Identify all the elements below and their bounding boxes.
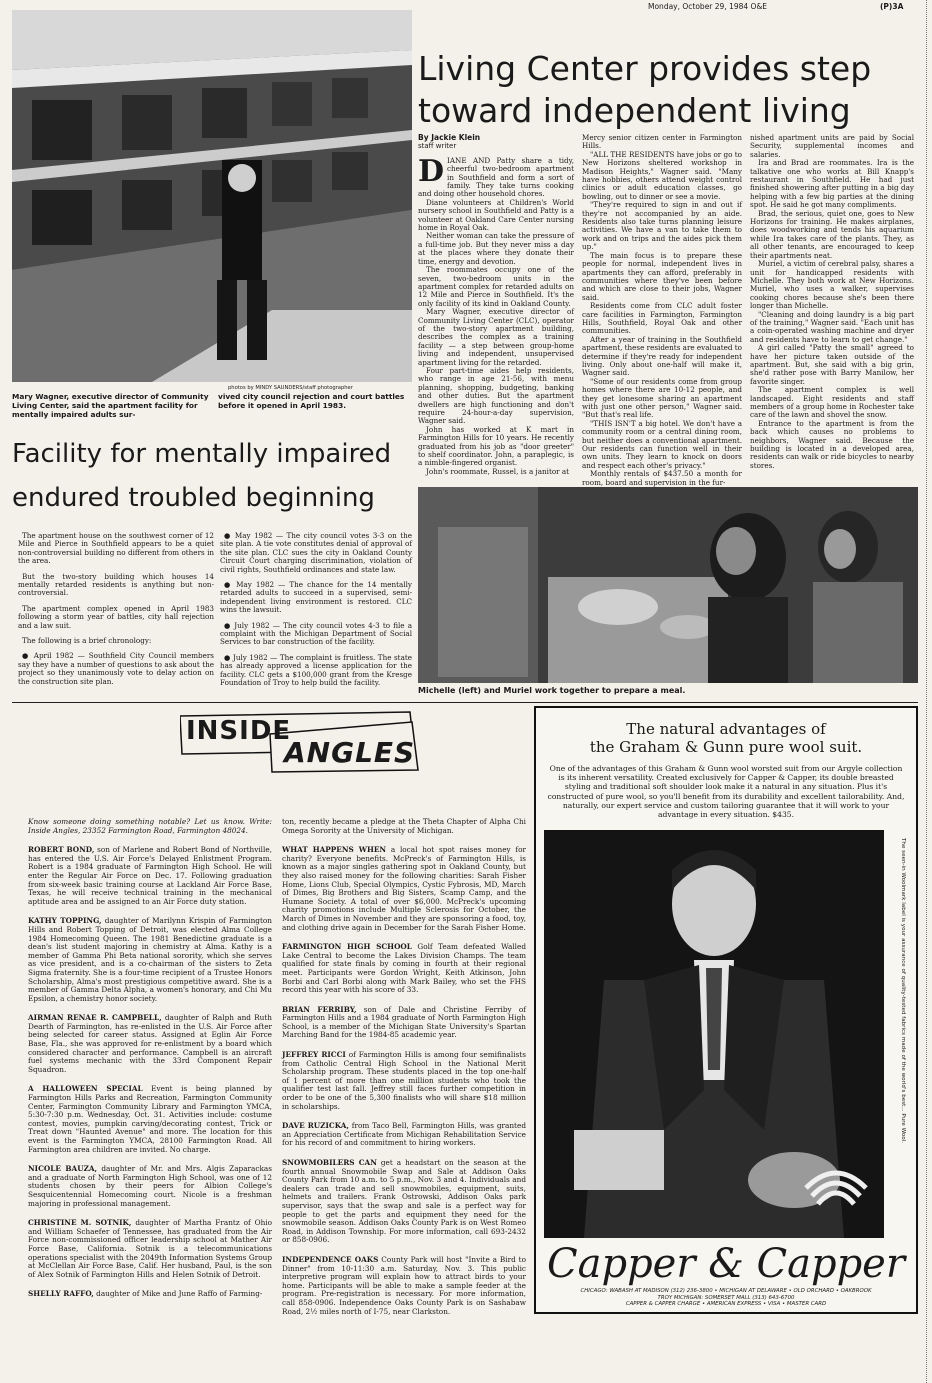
news-item-lead: JEFFREY RICCI — [282, 1050, 346, 1060]
news-item — [282, 943, 526, 995]
paragraph: "They're required to sign in and out if they're not accompanied by an aide. Residents also take turns planning leisure activities. We have a van to take them to work and on trips and the aides pick them up." — [582, 200, 742, 252]
second-headline — [12, 432, 412, 520]
paragraph: "Some of our residents come from group homes where there are 10-12 people, and they get lonesome sharing an apartment with just one other person," Wagner said. "But that's real life. — [582, 376, 742, 420]
woolmark-icon — [796, 1158, 876, 1218]
ad-headline — [536, 720, 916, 756]
byline-role: staff writer — [418, 142, 457, 151]
news-item-text: of Farmington Hills is among four semifinalists from Catholic Central High School in the National Merit Scholarship program. These students placed in the top one-half of 1 percent of more than one million students who took the qualifier test last fall. Jeffrey still faces further competition in order to be one of the 5,300 finalists who will share $18 million in scholarships. — [282, 1050, 526, 1111]
news-item-lead: DAVE RUZICKA, — [282, 1121, 349, 1131]
paragraph: The apartment house on the southwest corner of 12 Mile and Pierce in Southfield appears to be a quiet non-controversial building no different from others in the area. — [18, 531, 214, 566]
building-photo — [12, 10, 412, 382]
second-headline-line-1: Facility for mentally impaired — [12, 439, 392, 469]
lead-headline — [418, 48, 918, 132]
meal-photo-caption: Michelle (left) and Muriel work together to prepare a meal. — [418, 686, 686, 695]
paragraph: The apartment complex opened in April 1983 following a storm year of battles, city hall rejection and a law suit. — [18, 603, 214, 630]
news-item-text: ton, recently became a pledge at the Theta Chapter of Alpha Chi Omega Sorority at the University of Michigan. — [282, 817, 526, 835]
news-item-text: a local hot spot raises money for charity? Everyone benefits. McPreck's of Farmington Hills, is known as a major singles gathering spot in Oakland County, but they also raised money for the following charities: Sarah Fisher Home, Lions Club, Special Olympics, Cystic Fybrosis, MD, March of Dimes, Big Brothers and Big Sisters, Scamp Camp, and the Humane Society. A total of over $6,000. McPreck's upcoming charity promotions include Multiple Sclerosis for October, the March of Dimes in November and they are sponsoring a food, toy, and clothing drive again in December for the Sarah Fisher Home. — [282, 845, 526, 932]
news-item-lead: FARMINGTON HIGH SCHOOL — [282, 942, 412, 952]
paragraph: John has worked at K mart in Farmington Hills for 10 years. He recently graduated from his job as "door greeter" to shelf coordinator. John, a paraplegic, is a nimble-fingered organist. — [418, 424, 574, 468]
news-item — [28, 1165, 272, 1208]
paragraph: ● May 1982 — The chance for the 14 mentally retarded adults to succeed in a supervised, semi-independent living environment is restored. CLC wins the lawsuit. — [220, 580, 412, 615]
paragraph: Mercy senior citizen center in Farmington Hills. — [582, 133, 742, 151]
paragraph: Entrance to the apartment is from the back which causes no problems to neighbors, Wagner said. Because the building is located in a developed area, residents can walk or ride bicycles to nearby stores. — [750, 418, 914, 470]
news-item-lead: NICOLE BAUZA, — [28, 1164, 98, 1174]
news-item-lead: INDEPENDENCE OAKS — [282, 1254, 379, 1264]
news-item-lead: SHELLY RAFFO, — [28, 1289, 94, 1299]
paragraph: Ira and Brad are roommates. Ira is the talkative one who works at Bill Knapp's restaurant in Southfield. He had just finished showering after putting in a big day helping with a few big parties at the dining spot. He said he got many compliments. — [750, 158, 914, 210]
byline: By Jackie Klein — [418, 133, 481, 142]
news-item — [28, 1014, 272, 1074]
meal-illustration — [418, 487, 918, 683]
news-item-text: Golf Team defeated Walled Lake Central to become the Lakes Division Champs. The team qualified for state finals by coming in fourth at their regional meet. Participants were Gordon Wright, Keith Atkinson, John Borbi and Carl Borbi along with Mark Bailey, who set the FHS record this year with his score of 33. — [282, 942, 527, 995]
paragraph: The apartment complex is well landscaped. Eight residents and staff members of a group home in Rochester take care of the lawn and shovel the snow. — [750, 385, 914, 420]
news-item-lead: A HALLOWEEN SPECIAL — [28, 1084, 143, 1094]
news-item-text: Event is being planned by Farmington Hills Parks and Recreation, Farmington Community Center, Farmington Community Library and Farmington YMCA, 5:30-7:30 p.m. Wednesday, Oct. 31. Activities include: costume contest, movies, pumpkin carving/decorating contest, Trick or Treat down "Haunted Avenue" and more. The location for this event is the Farmington YMCA, 28100 Farmington Road. All Farmington area children are invited. No charge. — [28, 1084, 272, 1154]
paragraph: Muriel, a victim of cerebral palsy, shares a unit for handicapped residents with Michelle. They both work at New Horizons. Muriel, who uses a walker, supervises cooking chores because she's been there longer than Michelle. — [750, 259, 914, 311]
inside-angles-column-1 — [28, 818, 272, 1299]
paragraph: nished apartment units are paid by Social Security, supplemental incomes and salaries. — [750, 133, 914, 159]
ad-side-text: The seen-in Woolmark label is your assurance of quality-tested fabrics made of the world's best... Pure Wool. — [900, 838, 906, 1144]
lead-headline-line-1: Living Center provides step — [418, 49, 872, 88]
news-item-lead: KATHY TOPPING, — [28, 916, 102, 926]
news-item — [282, 1122, 526, 1148]
paragraph: "ALL THE RESIDENTS have jobs or go to New Horizons sheltered workshop in Madison Heights," Wagner said. "Many have hobbies, others attend weight control clinics or adult education classes, go bowling, out to dinner or see a movie. — [582, 149, 742, 201]
section-divider — [12, 702, 918, 703]
news-item-text: County Park will host "Invite a Bird to Dinner" from 10-11:30 a.m. Saturday, Nov. 3. This public interpretive program will explain how to attract birds to your home. Participants will be able to make a sample feeder at the program. Pre-registration is necessary. For more information, call 858-0906. Independence Oaks County Park is on Sashabaw Road, 2½ miles north of I-75, near Clarkston. — [282, 1254, 526, 1316]
ad-photo — [544, 830, 884, 1238]
paragraph: IANE AND Patty share a tidy, cheerful two-bedroom apartment in Southfield and form a sort of family. They take turns cooking and doing other household chores. — [418, 155, 574, 199]
paragraph: ● April 1982 — Southfield City Council members say they have a number of questions to ask about the project so they unanimously vote to delay action on the construction site plan. — [18, 651, 214, 686]
ad-headline-line-2: the Graham & Gunn pure wool suit. — [589, 738, 863, 756]
second-column-2 — [220, 532, 412, 688]
news-item-text: son of Dale and Christine Ferriby of Farmington Hills and a 1984 graduate of North Farmington High School, is a member of the Michigan State University's Spartan Marching Band for the 1984-85 academic year. — [282, 1004, 526, 1040]
photo-caption-left: Mary Wagner, executive director of Community Living Center, said the apartment facility for mentally impaired adults sur- — [12, 392, 209, 419]
ad-locations — [536, 1288, 916, 1308]
inside-angles-logo — [180, 710, 420, 774]
paragraph: The roommates occupy one of the seven, two-bedroom units in the apartment complex for retarded adults on 12 Mile and Pierce in Southfield. It's the only facility of its kind in Oakland County. — [418, 265, 574, 308]
paragraph: Mary Wagner, executive director of Community Living Center (CLC), operator of the two-story apartment building, describes the complex as a training facility — a step between group-home living and independent, unsupervised apartment living for the retarded. — [418, 307, 574, 367]
news-item-text: daughter of Mr. and Mrs. Algis Zaparackas and a graduate of North Farmington High School, was one of 12 students chosen by their peers for Albion College's Sesquicentennial Homecoming court. Nicole is a freshman majoring in professional management. — [28, 1164, 273, 1208]
news-item-lead: WHAT HAPPENS WHEN — [282, 845, 387, 855]
ad-logo: Capper & Capper — [547, 1241, 905, 1287]
logo-inside: INSIDE — [186, 716, 292, 746]
paragraph: John's roommate, Russel, is a janitor at — [426, 466, 570, 476]
news-item — [28, 818, 272, 835]
paragraph: Diane volunteers at Children's World nursery school in Southfield and Patty is a volunteer at Oakland Care Center nursing home in Royal Oak. — [418, 197, 574, 233]
news-item — [28, 1290, 272, 1299]
news-item — [282, 1051, 526, 1111]
meal-photo — [418, 487, 918, 683]
news-item-text: son of Marlene and Robert Bond of Northville, has entered the U.S. Air Force's Delayed Enlistment Program. Robert is a 1984 graduate of Farmington High School. He will enter the Regular Air Force on Dec. 17. Following graduation from six-week basic training course at Lackland Air Force Base, Texas, he will receive technical training in the mechanical aptitude area and be assigned to an Air Force duty station. — [28, 845, 272, 906]
news-item — [28, 1085, 272, 1154]
news-item — [28, 917, 272, 1003]
capper-ad — [534, 706, 918, 1314]
paragraph: Neither woman can take the pressure of a full-time job. But they never miss a day at the places where they donate their time, energy and devotion. — [418, 231, 574, 266]
ad-locations-line-1: CHICAGO: WABASH AT MADISON (312) 236-3800 • MICHIGAN AT DELAWARE • OLD ORCHARD • OAKBROOK — [580, 1288, 872, 1294]
paragraph: ● July 1982 — The city council votes 4-3 to file a complaint with the Michigan Department of Social Services to bar construction of the facility. — [220, 620, 412, 647]
ad-locations-line-2: TROY MICHIGAN: SOMERSET MALL (313) 643-6700 — [657, 1294, 795, 1301]
lead-column-3 — [750, 134, 914, 470]
date-line: Monday, October 29, 1984 O&E — [648, 2, 768, 11]
paragraph: "THIS ISN'T a big hotel. We don't have a community room or a central dining room, but neither does a conventional apartment. Our residents can function well in their own units. They learn to knock on doors and respect each other's privacy." — [582, 418, 742, 470]
news-item — [282, 818, 526, 835]
news-item — [282, 1006, 526, 1040]
news-item-lead: ROBERT BOND, — [28, 845, 95, 855]
paragraph: Monthly rentals of $437.50 a month for room, board and supervision in the fur- — [582, 469, 742, 487]
news-item-lead: BRIAN FERRIBY, — [282, 1004, 357, 1014]
paragraph: "Cleaning and doing laundry is a big part of the training," Wagner said. "Each unit has a coin-operated washing machine and dryer and residents have to learn to get change." — [750, 309, 914, 344]
paragraph: Four part-time aides help residents, who range in age 21-56, with menu planning, shopping, budgeting, banking and other duties. But the apartment dwellers are high functioning and don't require 24-hour-a-day supervision, Wagner said. — [418, 365, 574, 426]
news-item-lead: SNOWMOBILERS CAN — [282, 1158, 377, 1167]
paragraph: The main focus is to prepare these people for normal, independent lives in apartments they can afford, preferably in communities where they've been before and which are close to their jobs, Wagner said. — [582, 250, 742, 302]
dropcap: D — [418, 153, 445, 189]
news-item — [282, 846, 526, 932]
news-item — [282, 1256, 526, 1316]
paragraph: After a year of training in the Southfield apartment, these residents are evaluated to determine if they're ready for independent living. Only about one-half will make it, Wagner said. — [582, 334, 742, 378]
paragraph: A girl called "Patty the small" agreed to have her picture taken outside of the apartment. But, she said with a big grin, she'd rather pose with Barry Manilow, her favorite singer. — [750, 343, 914, 386]
page-edge — [926, 0, 928, 1383]
second-column-1 — [18, 532, 214, 686]
ad-body: One of the advantages of this Graham & Gunn wool worsted suit from our Argyle collection is its inherent versatility. Created exclusively for Capper & Capper, its double breasted styling and traditional soft shoulder look make it a natural in any situation. Plus it's constructed of pure wool, so you'll benefit from its durability and excellent tailorability. And, naturally, our expert service and custom tailoring guarantee that it will work to your advantage in every situation. $435. — [547, 764, 905, 820]
photo-caption-right: vived city council rejection and court battles before it opened in April 1983. — [218, 392, 405, 410]
news-item — [282, 1159, 526, 1245]
photo-credit: photos by MINDY SAUNDERS/staff photographer — [228, 385, 353, 391]
ad-locations-line-3: CAPPER & CAPPER CHARGE • AMERICAN EXPRESS • VISA • MASTER CARD — [625, 1301, 827, 1308]
news-item-lead: CHRISTINE M. SOTNIK, — [28, 1218, 132, 1228]
paragraph: ● May 1982 — The city council votes 3-3 on the site plan. A tie vote constitutes denial of approval of the site plan. CLC sues the city in Oakland County Circuit Court charging discrimination, violation of civil rights, Southfield ordinances and state law. — [220, 531, 412, 574]
building-illustration — [12, 10, 412, 382]
news-item-text: daughter of Martha Frantz of Ohio and William Schaefer of Tennessee, has graduated from the Air Force non-commissioned officer leadership school at Mather Air Force Base, California. Sotnik is a telecommunications operations specialist with the 2049th Information Systems Group at McClellan Air Force Base, Calif. Her husband, Paul, is the son of Alex Sotnik of Farmington Hills and Helen Sotnik of Detroit. — [28, 1218, 273, 1279]
news-item-lead: AIRMAN RENAE R. CAMPBELL, — [28, 1013, 162, 1023]
ad-headline-line-1: The natural advantages of — [626, 720, 826, 738]
paragraph: But the two-story building which houses 14 mentally retarded residents is anything but non-controversial. — [18, 571, 214, 598]
logo-angles: ANGLES — [284, 736, 416, 769]
news-item-text: from Taco Bell, Farmington Hills, was granted an Appreciation Certificate from Michigan Rehabilitation Service for his record of and commitment to hiring workers. — [282, 1121, 526, 1148]
news-item-text: Know someone doing something notable? Let us know. Write: Inside Angles, 23352 Farmington Road, Farmington 48024. — [28, 817, 272, 835]
paragraph: The following is a brief chronology: — [22, 636, 152, 646]
paragraph: Residents come from CLC adult foster care facilities in Farmington, Farmington Hills, Southfield, Royal Oak and other communities. — [582, 301, 742, 336]
news-item — [28, 846, 272, 906]
lead-column-2 — [582, 134, 742, 487]
lead-column-1 — [418, 134, 574, 476]
lead-headline-line-2: toward independent living — [418, 91, 851, 130]
inside-angles-column-2 — [282, 818, 526, 1316]
news-item-text: daughter of Marilynn Krispin of Farmington Hills and Robert Topping of Detroit, was elected Alma College 1984 Homecoming Queen. The 1981 Benedictine graduate is a dean's list student majoring in chemistry at Alma. Kathy is a member of Gamma Phi Beta national sorority, which she serves as vice president, and is a co-chairman of the sisters to Zeta Sigma fraternity. She is a four-time recipient of a Trustee Honors Scholarship, Alma's most prestigious competitive award. She is a member of Gamma Delta Alpha, a women's honorary, and Chi Mu Epsilon, a chemistry honor society. — [28, 916, 272, 1003]
news-item-text: daughter of Ralph and Ruth Dearth of Farmington, has re-enlisted in the U.S. Air Force after being selected for career status. Assigned at Eglin Air Force Base, Fla., she was approved for re-enlistment by a board which considered character and performance. Campbell is an aircraft fuel systems mechanic with the 33rd Component Repair Squadron. — [28, 1013, 272, 1074]
news-item-text: get a headstart on the season at the fourth annual Snowmobile Swap and Sale at Addison Oaks County Park from 10 a.m. to 5 p.m., Nov. 3 and 4. Individuals and dealers can trade and sell snowmobiles, equipment, suits, helmets and trailers. Frank Ostrowski, Addison Oaks park supervisor, says that the swap and sale is a perfect way for people to get the parts and equipment they need for the snowmobile season. Addison Oaks County Park is on West Romeo Road, in Addison Township. For more information, call 693-2432 or 858-0906. — [282, 1158, 526, 1245]
news-item — [28, 1219, 272, 1279]
news-item-text: daughter of Mike and June Raffo of Farming- — [93, 1289, 263, 1299]
second-headline-line-2: endured troubled beginning — [12, 483, 375, 513]
paragraph: ● July 1982 — The complaint is fruitless. The state has already approved a license application for the facility. CLC gets a $100,000 grant from the Kresge Foundation of Troy to help build the facility. — [220, 652, 412, 688]
paragraph: Brad, the serious, quiet one, goes to New Horizons for training. He makes airplanes, does woodworking and tends his aquarium while Ira takes care of the plants. They, as all other tenants, are encouraged to keep their apartments neat. — [750, 208, 914, 260]
page-number: (P)3A — [880, 2, 904, 11]
